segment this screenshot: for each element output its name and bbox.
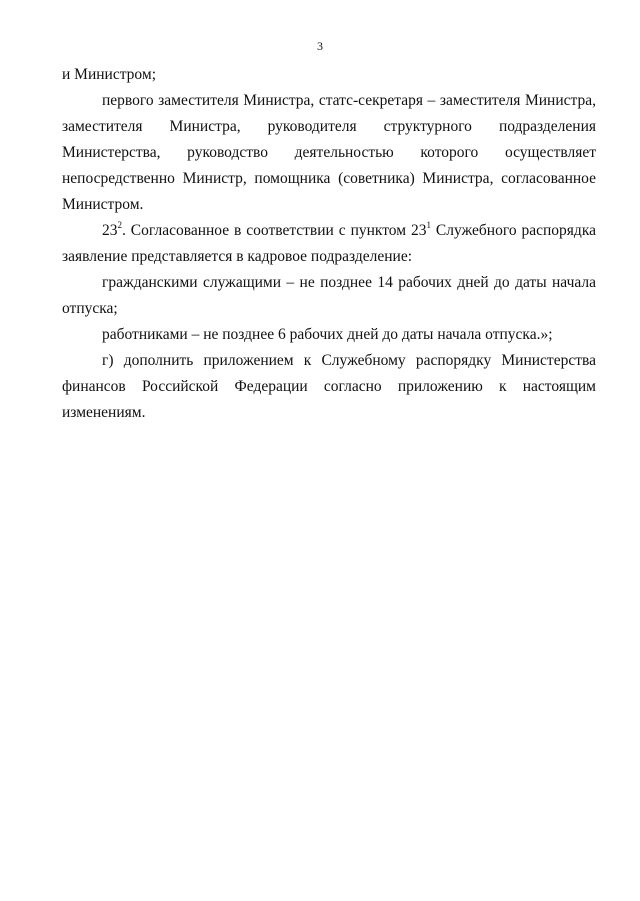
paragraph-6: г) дополнить приложением к Служебному распорядку Министерства финансов Российской Федерации согласно приложению к настоящим изменениям.	[62, 352, 596, 421]
clause-number-superscript: 2	[117, 219, 122, 230]
paragraph-2: первого заместителя Министра, статс-секретаря – заместителя Министра, заместителя Министра, руководителя структурного подразделения Министерства, руководство деятельностью которого осуществляет непосредственно Министр, помощника (советника) Министра, согласованное Министром.	[62, 92, 596, 213]
paragraph-3-text-a: . Согласованное в соответствии с пунктом 23	[122, 222, 427, 239]
clause-number: 23	[102, 222, 118, 239]
paragraph-5: работниками – не позднее 6 рабочих дней до даты начала отпуска.»;	[102, 326, 553, 343]
paragraph-3-text-b: Служебного распорядка заявление представляется в кадровое подразделение:	[62, 222, 596, 265]
page-number: 3	[317, 39, 323, 53]
document-body	[62, 62, 596, 426]
paragraph-3	[62, 218, 596, 270]
clause-reference-superscript: 1	[426, 219, 431, 230]
paragraph-1: и Министром;	[62, 66, 156, 83]
paragraph-4: гражданскими служащими – не позднее 14 рабочих дней до даты начала отпуска;	[62, 274, 596, 317]
